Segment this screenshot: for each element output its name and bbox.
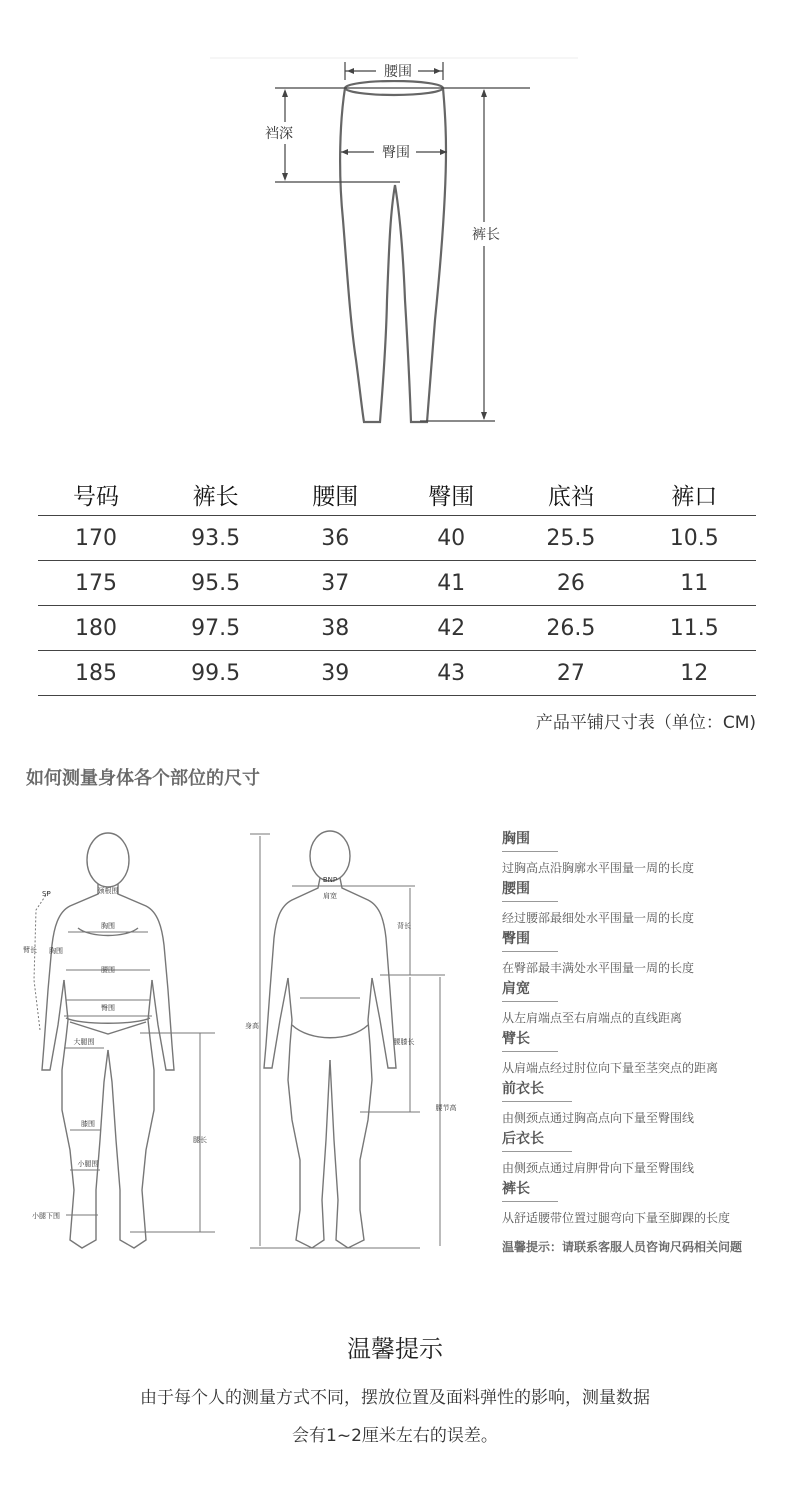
table-caption: 产品平铺尺寸表（单位：CM) xyxy=(535,713,756,733)
table-cell: 38 xyxy=(277,606,393,651)
arm-label: 臂长 xyxy=(23,946,37,954)
list-item xyxy=(502,1128,782,1178)
measure-name: 肩宽 xyxy=(502,978,558,1002)
measure-desc: 由侧颈点通过胸高点向下量至臀围线 xyxy=(502,1111,695,1125)
table-cell: 170 xyxy=(38,516,154,561)
measure-desc: 由侧颈点通过肩胛骨向下量至臀围线 xyxy=(502,1161,695,1175)
size-table xyxy=(38,473,756,696)
trousers-outline-icon xyxy=(340,81,446,422)
measure-guide-title: 如何测量身体各个部位的尺寸 xyxy=(26,768,260,789)
measure-name: 臂长 xyxy=(502,1028,558,1052)
measure-name: 后衣长 xyxy=(502,1128,572,1152)
measure-name: 裤长 xyxy=(502,1178,558,1202)
list-item xyxy=(502,978,782,1028)
header-hip: 臀围 xyxy=(393,473,509,516)
chest-label: 胸围 xyxy=(101,922,115,930)
table-cell: 180 xyxy=(38,606,154,651)
waist-front-label: 腰围 xyxy=(101,966,115,974)
table-cell: 26.5 xyxy=(509,606,632,651)
back-length-label: 背长 xyxy=(397,922,411,930)
measure-name: 前衣长 xyxy=(502,1078,572,1102)
height-label: 身高 xyxy=(245,1022,259,1030)
front-body-icon xyxy=(42,833,174,1248)
waist-floor-label: 腰节高 xyxy=(435,1104,457,1112)
table-cell: 27 xyxy=(509,651,632,696)
measure-desc: 经过腰部最细处水平围量一周的长度 xyxy=(502,911,695,925)
table-cell: 40 xyxy=(393,516,509,561)
list-item xyxy=(502,1028,782,1078)
table-cell: 97.5 xyxy=(154,606,277,651)
measure-desc: 过胸高点沿胸廓水平围量一周的长度 xyxy=(502,861,695,875)
list-item xyxy=(502,1078,782,1128)
table-cell: 175 xyxy=(38,561,154,606)
list-item xyxy=(502,928,782,978)
table-cell: 99.5 xyxy=(154,651,277,696)
tips-line-1: 由于每个人的测量方式不同，摆放位置及面料弹性的影响，测量数据 xyxy=(140,1388,650,1408)
measure-name: 腰围 xyxy=(502,878,558,902)
table-row xyxy=(38,651,756,696)
waist-knee-label: 腰膝长 xyxy=(393,1038,415,1046)
table-row xyxy=(38,606,756,651)
list-item xyxy=(502,828,782,878)
table-cell: 95.5 xyxy=(154,561,277,606)
shoulder-label: 肩宽 xyxy=(323,892,337,900)
rise-label: 裆深 xyxy=(265,126,293,142)
measure-desc: 从左肩端点至右肩端点的直线距离 xyxy=(502,1011,683,1025)
measure-desc: 从舒适腰带位置过腿弯向下量至脚踝的长度 xyxy=(502,1211,731,1225)
table-cell: 36 xyxy=(277,516,393,561)
trousers-diagram xyxy=(0,0,790,440)
waist-label: 腰围 xyxy=(384,64,412,80)
table-cell: 185 xyxy=(38,651,154,696)
table-cell: 37 xyxy=(277,561,393,606)
table-cell: 93.5 xyxy=(154,516,277,561)
table-row xyxy=(38,516,756,561)
measurement-list xyxy=(502,828,782,1228)
sp-label: SP xyxy=(42,890,51,898)
hip-front-label: 臀围 xyxy=(101,1004,115,1012)
header-waist: 腰围 xyxy=(277,473,393,516)
table-cell: 12 xyxy=(633,651,756,696)
table-cell: 25.5 xyxy=(509,516,632,561)
table-cell: 10.5 xyxy=(633,516,756,561)
header-length: 裤长 xyxy=(154,473,277,516)
header-size: 号码 xyxy=(38,473,154,516)
measure-desc: 在臀部最丰满处水平围量一周的长度 xyxy=(502,961,695,975)
bnp-label: BNP xyxy=(322,876,338,884)
table-row xyxy=(38,561,756,606)
measure-desc: 从肩端点经过肘位向下量至茎突点的距离 xyxy=(502,1061,719,1075)
list-item xyxy=(502,1178,782,1228)
table-cell: 43 xyxy=(393,651,509,696)
calf-label: 小腿围 xyxy=(77,1160,99,1168)
bust-label: 胸围 xyxy=(49,947,63,955)
list-item xyxy=(502,878,782,928)
table-cell: 11.5 xyxy=(633,606,756,651)
tips-title: 温馨提示 xyxy=(347,1335,443,1363)
measure-name: 胸围 xyxy=(502,828,558,852)
table-cell: 41 xyxy=(393,561,509,606)
length-label: 裤长 xyxy=(472,227,500,243)
hip-label: 臀围 xyxy=(382,145,410,161)
body-measure-figures xyxy=(0,820,500,1270)
table-cell: 11 xyxy=(633,561,756,606)
thigh-label: 大腿围 xyxy=(73,1038,95,1046)
header-hem: 裤口 xyxy=(633,473,756,516)
tips-line-2: 会有1~2厘米左右的误差。 xyxy=(292,1426,498,1446)
table-header-row xyxy=(38,473,756,516)
table-cell: 39 xyxy=(277,651,393,696)
ankle-label: 小腿下围 xyxy=(32,1212,60,1220)
measure-name: 臀围 xyxy=(502,928,558,952)
header-rise: 底裆 xyxy=(509,473,632,516)
neck-label: 颈根围 xyxy=(97,887,119,895)
table-cell: 42 xyxy=(393,606,509,651)
knee-label: 膝围 xyxy=(81,1120,95,1128)
contact-note: 温馨提示：请联系客服人员咨询尺码相关问题 xyxy=(502,1240,743,1254)
inseam-label: 腿长 xyxy=(193,1136,207,1144)
table-cell: 26 xyxy=(509,561,632,606)
